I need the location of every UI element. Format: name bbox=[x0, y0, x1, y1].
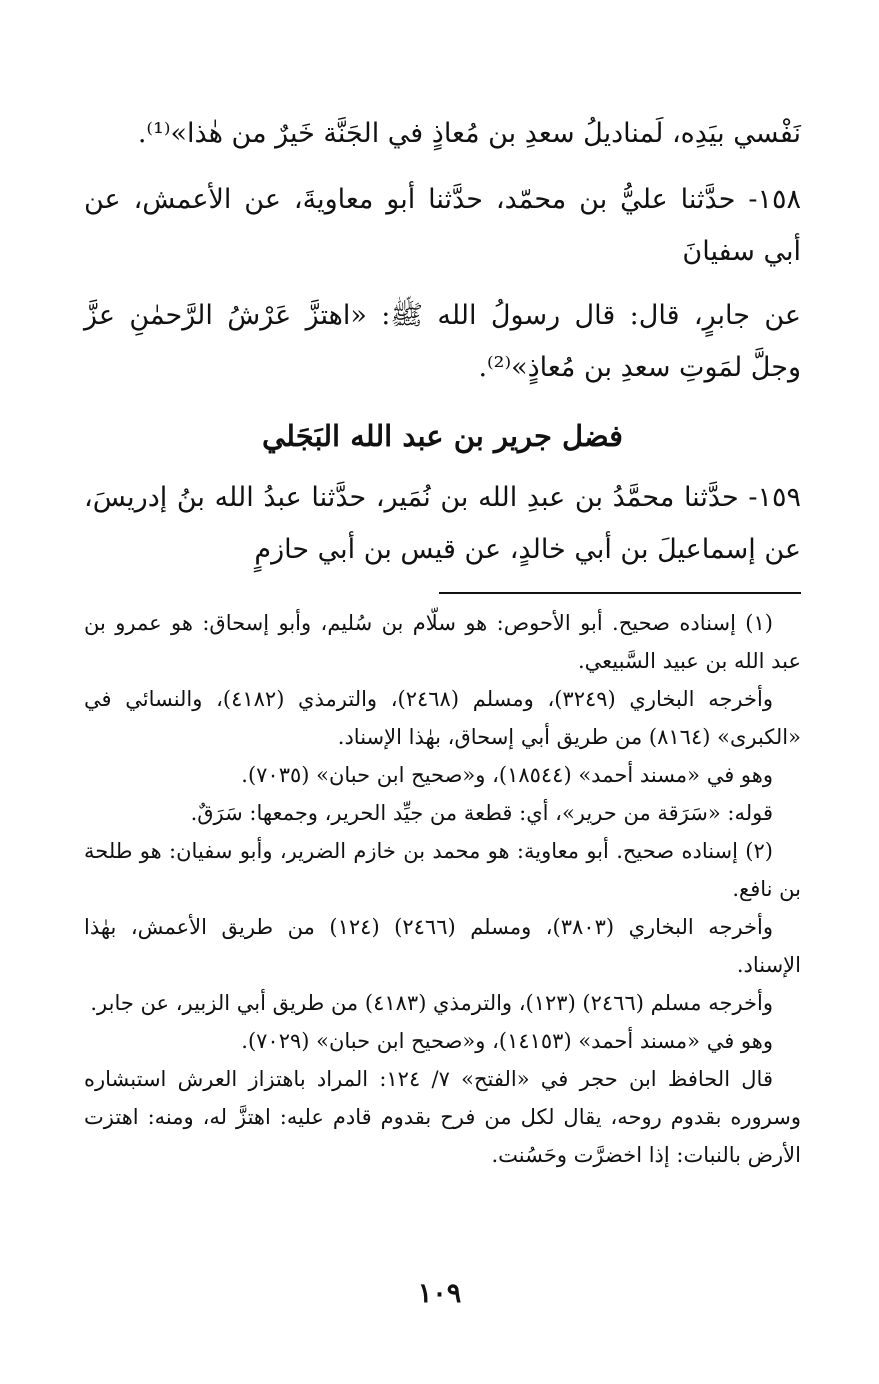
footnote-2: (٢) إسناده صحيح. أبو معاوية: هو محمد بن خازم الضرير، وأبو سفيان: هو طلحة بن نافع. bbox=[84, 839, 801, 901]
footnote-2-commentary: قال الحافظ ابن حجر في «الفتح» ٧/ ١٢٤: المراد باهتزاز العرش استبشاره وسروره بقدوم روحه، يقال لكل من فرح بقدوم قادم عليه: اهتزَّ له، ومنه: اهتزت الأرض بالنبات: إذا اخضرَّت وحَسُنت. bbox=[84, 1067, 801, 1167]
footnote-2-musnad: وهو في «مسند أحمد» (١٤١٥٣)، و«صحيح ابن حبان» (٧٠٢٩). bbox=[241, 1029, 773, 1053]
footnotes bbox=[84, 604, 801, 1174]
hadith-159-chain: ١٥٩- حدَّثنا محمَّدُ بن عبدِ الله بن نُمَير، حدَّثنا عبدُ الله بنُ إدريسَ، عن إسماعيلَ بن أبي خالدٍ، عن قيس بن أبي حازمٍ bbox=[84, 482, 801, 565]
main-text bbox=[84, 108, 801, 576]
footnote-1: (١) إسناده صحيح. أبو الأحوص: هو سلّام بن سُليم، وأبو إسحاق: هو عمرو بن عبد الله بن عبيد السَّبيعي. bbox=[84, 611, 801, 673]
hadith-158-chain: ١٥٨- حدَّثنا عليُّ بن محمّد، حدَّثنا أبو معاويةَ، عن الأعمش، عن أبي سفيانَ bbox=[84, 184, 801, 267]
footnote-1-gloss: قوله: «سَرَقة من حرير»، أي: قطعة من جيِّد الحرير، وجمعها: سَرَقٌ. bbox=[190, 801, 773, 825]
footnote-divider bbox=[439, 592, 801, 594]
footnote-1-takhrij: وأخرجه البخاري (٣٢٤٩)، ومسلم (٢٤٦٨)، والترمذي (٤١٨٢)، والنسائي في «الكبرى» (٨١٦٤) من طريق أبي إسحاق، بهٰذا الإسناد. bbox=[84, 687, 801, 749]
hadith-158-text: عن جابرٍ، قال: قال رسولُ الله ﷺ: «اهتزَّ عَرْشُ الرَّحمٰنِ عزَّ وجلَّ لمَوتِ سعدِ بن مُعاذٍ»⁽²⁾. bbox=[84, 300, 801, 383]
footnote-2-takhrij: وأخرجه البخاري (٣٨٠٣)، ومسلم (٢٤٦٦) (١٢٤) من طريق الأعمش، بهٰذا الإسناد. bbox=[84, 915, 801, 977]
footnote-2-takhrij-2: وأخرجه مسلم (٢٤٦٦) (١٢٣)، والترمذي (٤١٨٣) من طريق أبي الزبير، عن جابر. bbox=[90, 991, 773, 1015]
footnote-1-musnad: وهو في «مسند أحمد» (١٨٥٤٤)، و«صحيح ابن حبان» (٧٠٣٥). bbox=[241, 763, 773, 787]
page-number: ١٠٩ bbox=[417, 1278, 462, 1309]
section-heading: فضل جرير بن عبد الله البَجَلي bbox=[261, 419, 624, 453]
main-paragraph-1: نَفْسي بيَدِه، لَمناديلُ سعدِ بن مُعاذٍ في الجَنَّة خَيرٌ من هٰذا»⁽¹⁾. bbox=[137, 118, 801, 149]
book-page bbox=[84, 108, 801, 1384]
